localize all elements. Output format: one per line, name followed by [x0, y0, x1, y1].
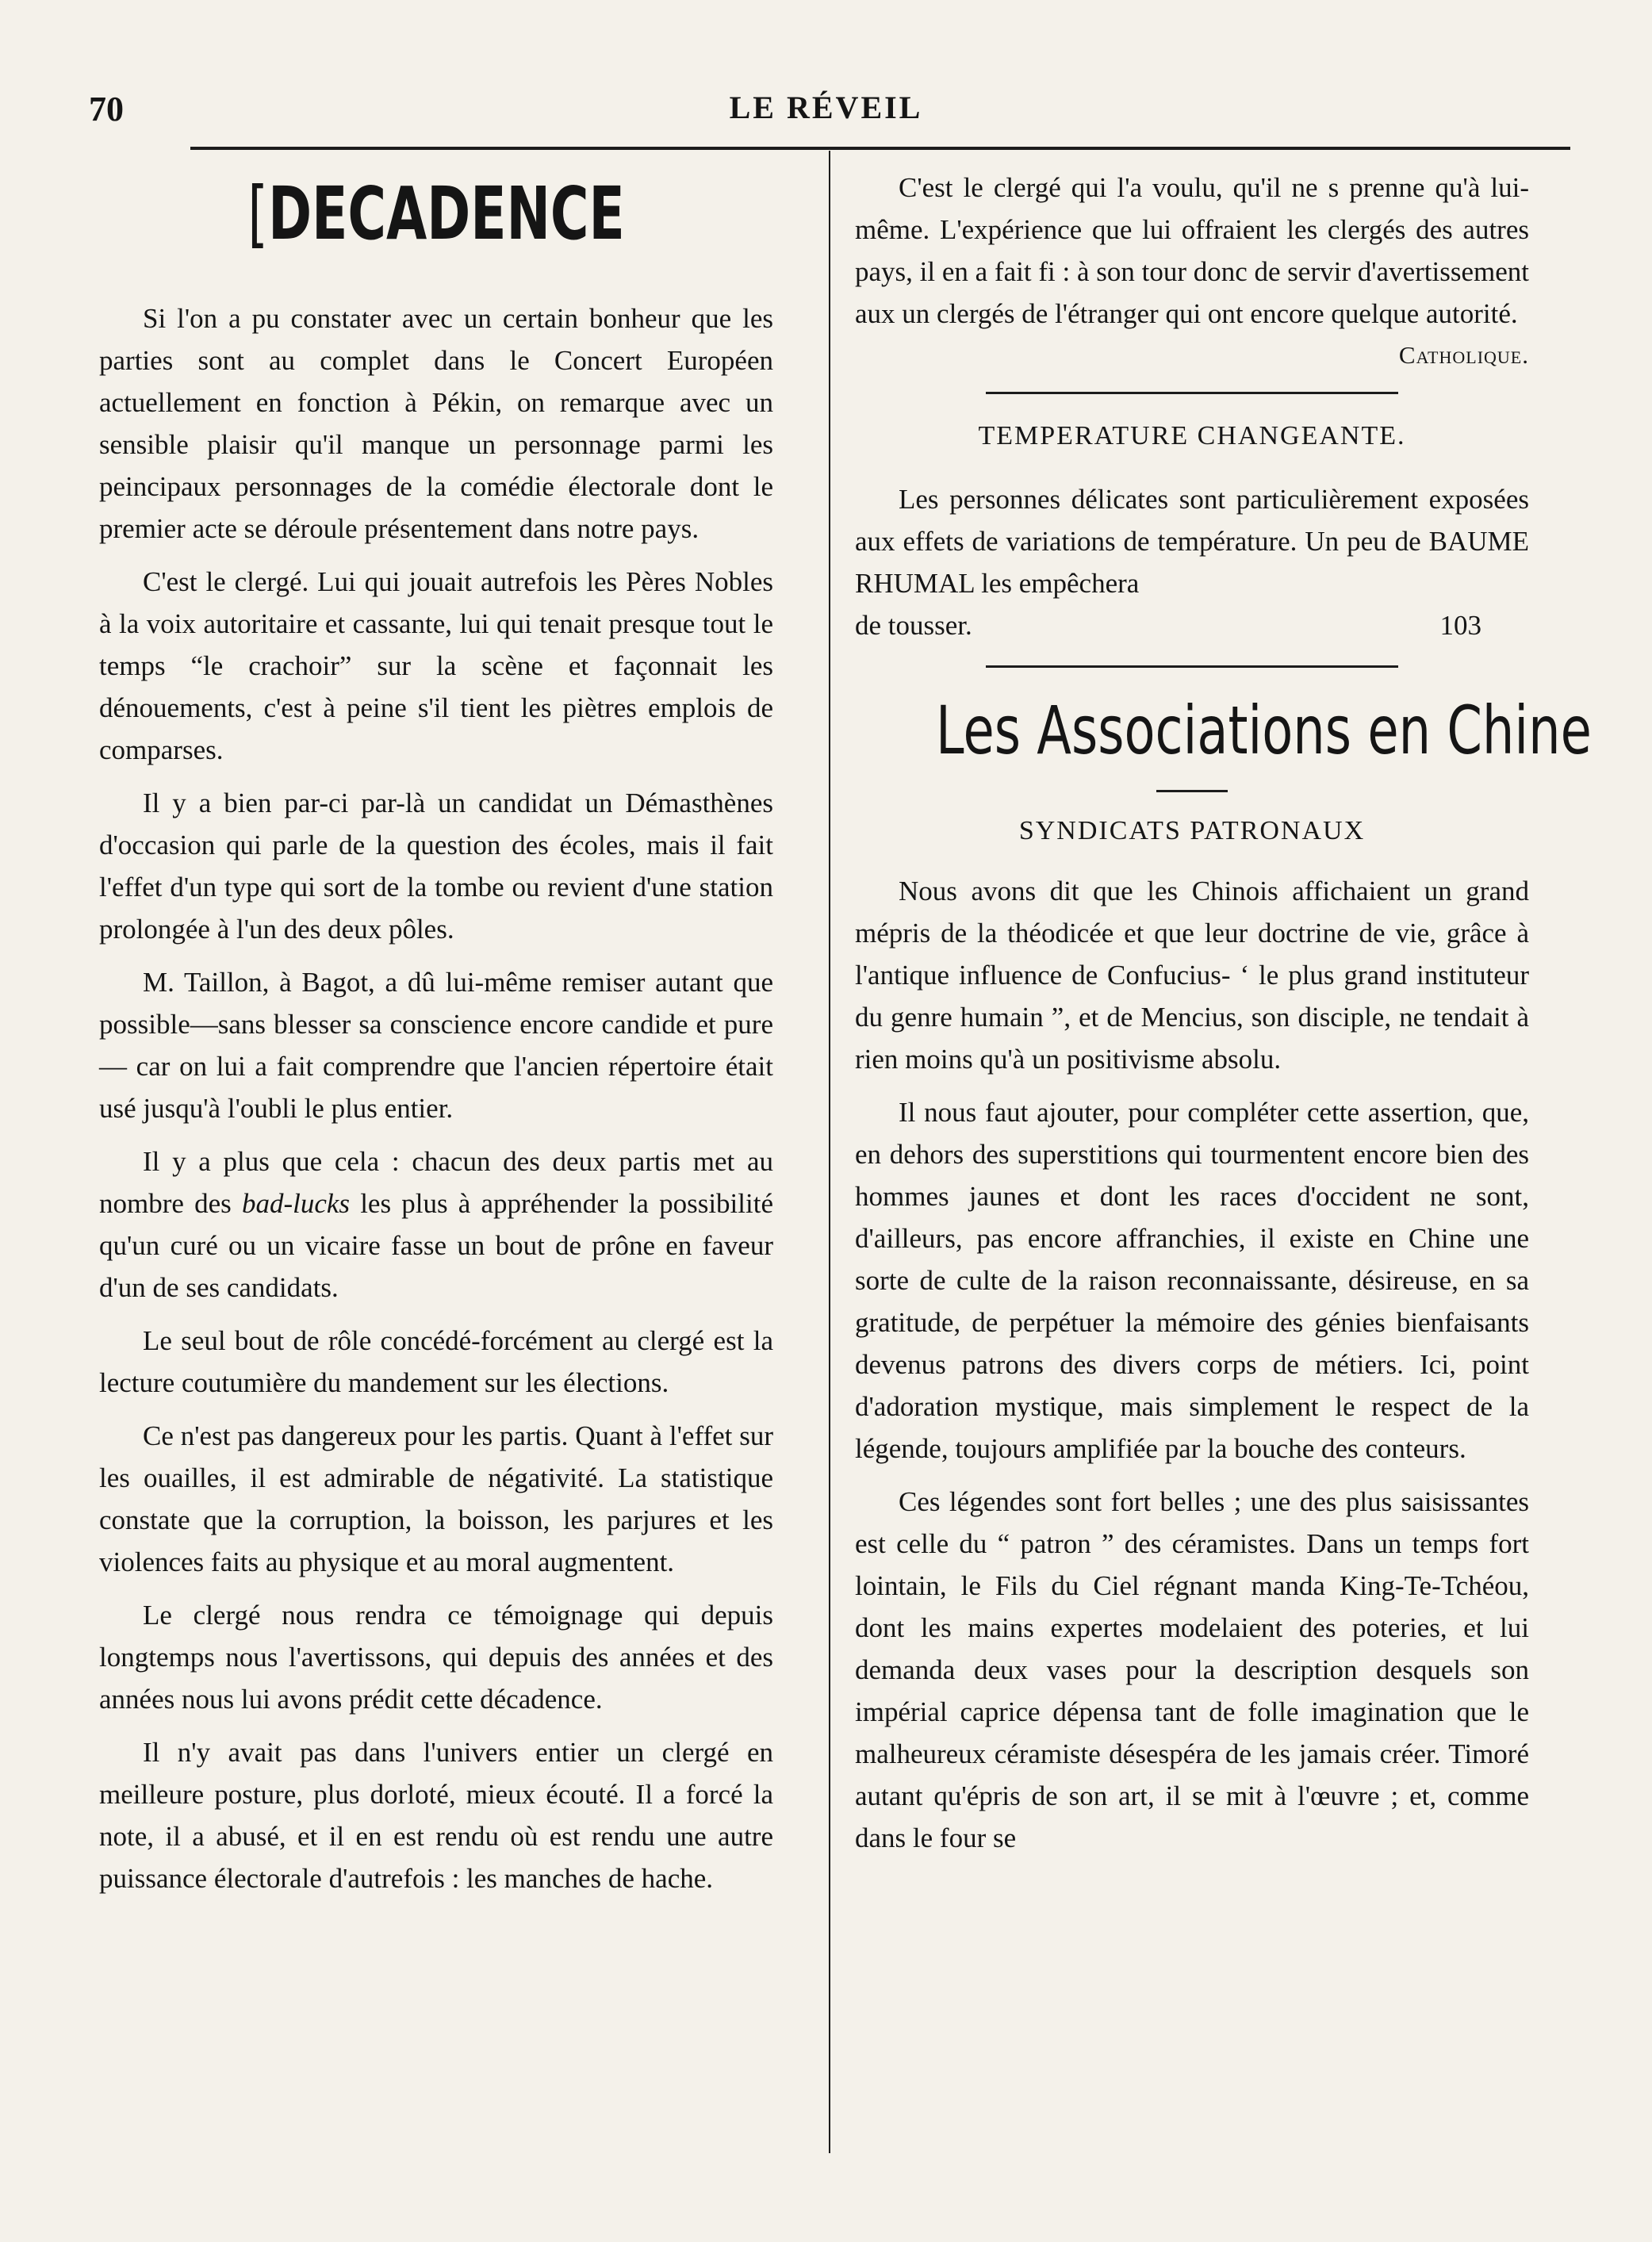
paragraph: Il n'y avait pas dans l'univers entier un clergé en meilleure posture, plus dorloté, mieux écouté. Il a forcé la note, il a abusé, et il en est rendu où est rendu une autre puissance électorale d'autrefois : les manches de hache.: [99, 1737, 773, 1894]
column-divider: [829, 151, 830, 2153]
article-title-decadence: [194, 171, 679, 256]
title-text: DECADENCE: [268, 171, 625, 256]
paragraph: Le clergé nous rendra ce témoignage qui depuis longtemps nous l'avertissons, qui depuis des années et des années nous lui avons prédit cette décadence.: [99, 1600, 773, 1715]
paragraph: Ces légendes sont fort belles ; une des plus saisissantes est celle du “ patron ” des céramistes. Dans un temps fort lointain, le Fils du Ciel régnant manda King-Te-Tchéou, dont les mains expertes modelaient des poteries, et lui demanda deux vases pour la description desquels son impérial caprice dépensa tant de folle imagination que le malheureux céramiste désespéra de les jamais créer. Timoré autant qu'épris de son art, il se mit à l'œuvre ; et, comme dans le four se: [855, 1486, 1529, 1853]
title-bracket: [: [247, 171, 269, 256]
advertisement-title: TEMPERATURE CHANGEANTE.: [978, 421, 1406, 450]
section-rule: [986, 665, 1398, 668]
advertisement-number: 103: [1439, 610, 1481, 641]
paragraph: [99, 1140, 773, 1309]
paragraph: Il y a bien par-ci par-là un candidat un Démasthènes d'occasion qui parle de la question des écoles, mais il fait l'effet d'un type qui sort de la tombe ou revient d'une station prolongée à l'un des deux pôles.: [99, 788, 773, 945]
advertisement-text-end: de tousser.: [855, 610, 972, 641]
paragraph: Il nous faut ajouter, pour compléter cette assertion, que, en dehors des superstitions qui tourmentent encore bien des hommes jaunes et dont les races d'occident ne sont, d'ailleurs, pas encore affranchies, il existe en Chine une sorte de culte de la raison reconnaissante, désireuse, en sa gratitude, de perpétuer la mémoire des génies bienfaisants devenus patrons des divers corps de métiers. Ici, point d'adoration mystique, mais simplement le respect de la légende, toujours amplifiée par la bouche des conteurs.: [855, 1097, 1529, 1464]
paragraph-text: les plus à appréhender la possibilité qu'un curé ou un vicaire fasse un bout de prône en faveur d'un de ses candidats.: [99, 1188, 773, 1303]
paragraph: Ce n'est pas dangereux pour les partis. Quant à l'effet sur les ouailles, il est admirable de négativité. La statistique constate que la corruption, la boisson, les parjures et les violences faits au physique et au moral augmentent.: [99, 1420, 773, 1577]
paragraph: C'est le clergé. Lui qui jouait autrefois les Pères Nobles à la voix autoritaire et cassante, lui qui tenait presque tout le temps “le crachoir” sur la scène et façonnait les dénouements, c'est à peine s'il tient les piètres emplois de comparses.: [99, 566, 773, 765]
page-number: 70: [89, 90, 124, 128]
italic-term: bad-lucks: [241, 1188, 351, 1219]
header-rule: [190, 147, 1570, 150]
left-column: [99, 159, 773, 1899]
section-rule: [986, 392, 1398, 394]
paragraph: C'est le clergé qui l'a voulu, qu'il ne s prenne qu'à lui-même. L'expérience que lui offraient les clergés des autres pays, il en a fait fi : à son tour donc de servir d'avertissement aux un clergés de l'étranger qui ont encore quelque autorité.: [855, 172, 1529, 329]
article-title-associations: Les Associations en Chine: [936, 692, 1592, 769]
short-rule: [1156, 790, 1228, 792]
paragraph-text: Il y a plus que cela : chacun des deux partis met au nombre des: [99, 1146, 773, 1219]
paragraph: Le seul bout de rôle concédé-forcément au clergé est la lecture coutumière du mandement sur les élections.: [99, 1325, 773, 1398]
advertisement-last-line: [855, 604, 1529, 646]
paragraph: Si l'on a pu constater avec un certain bonheur que les parties sont au complet dans le Concert Européen actuellement en fonction à Pékin, on remarque avec un sensible plaisir qu'il manque un personnage parmi les peincipaux personnages de la comédie électorale dont le premier acte se déroule présentement dans notre pays.: [99, 303, 773, 544]
advertisement-text: Les personnes délicates sont particulièrement exposées aux effets de variations de température. Un peu de BAUME RHUMAL les empêchera: [855, 484, 1529, 599]
subheading: SYNDICATS PATRONAUX: [1018, 816, 1366, 845]
signature: Catholique.: [1398, 341, 1529, 369]
paragraph: Nous avons dit que les Chinois affichaient un grand mépris de la théodicée et que leur doctrine de vie, grâce à l'antique influence de Confucius- ‘ le plus grand instituteur du genre humain ”, et de Mencius, son disciple, ne tendait à rien moins qu'à un positivisme absolu.: [855, 876, 1529, 1075]
right-column: [855, 167, 1592, 1859]
running-title: LE RÉVEIL: [729, 90, 923, 125]
paragraph: M. Taillon, à Bagot, a dû lui-même remiser autant que possible—sans blesser sa conscience encore candide et pure — car on lui a fait comprendre que l'ancien répertoire était usé jusqu'à l'oubli le plus entier.: [99, 967, 773, 1124]
